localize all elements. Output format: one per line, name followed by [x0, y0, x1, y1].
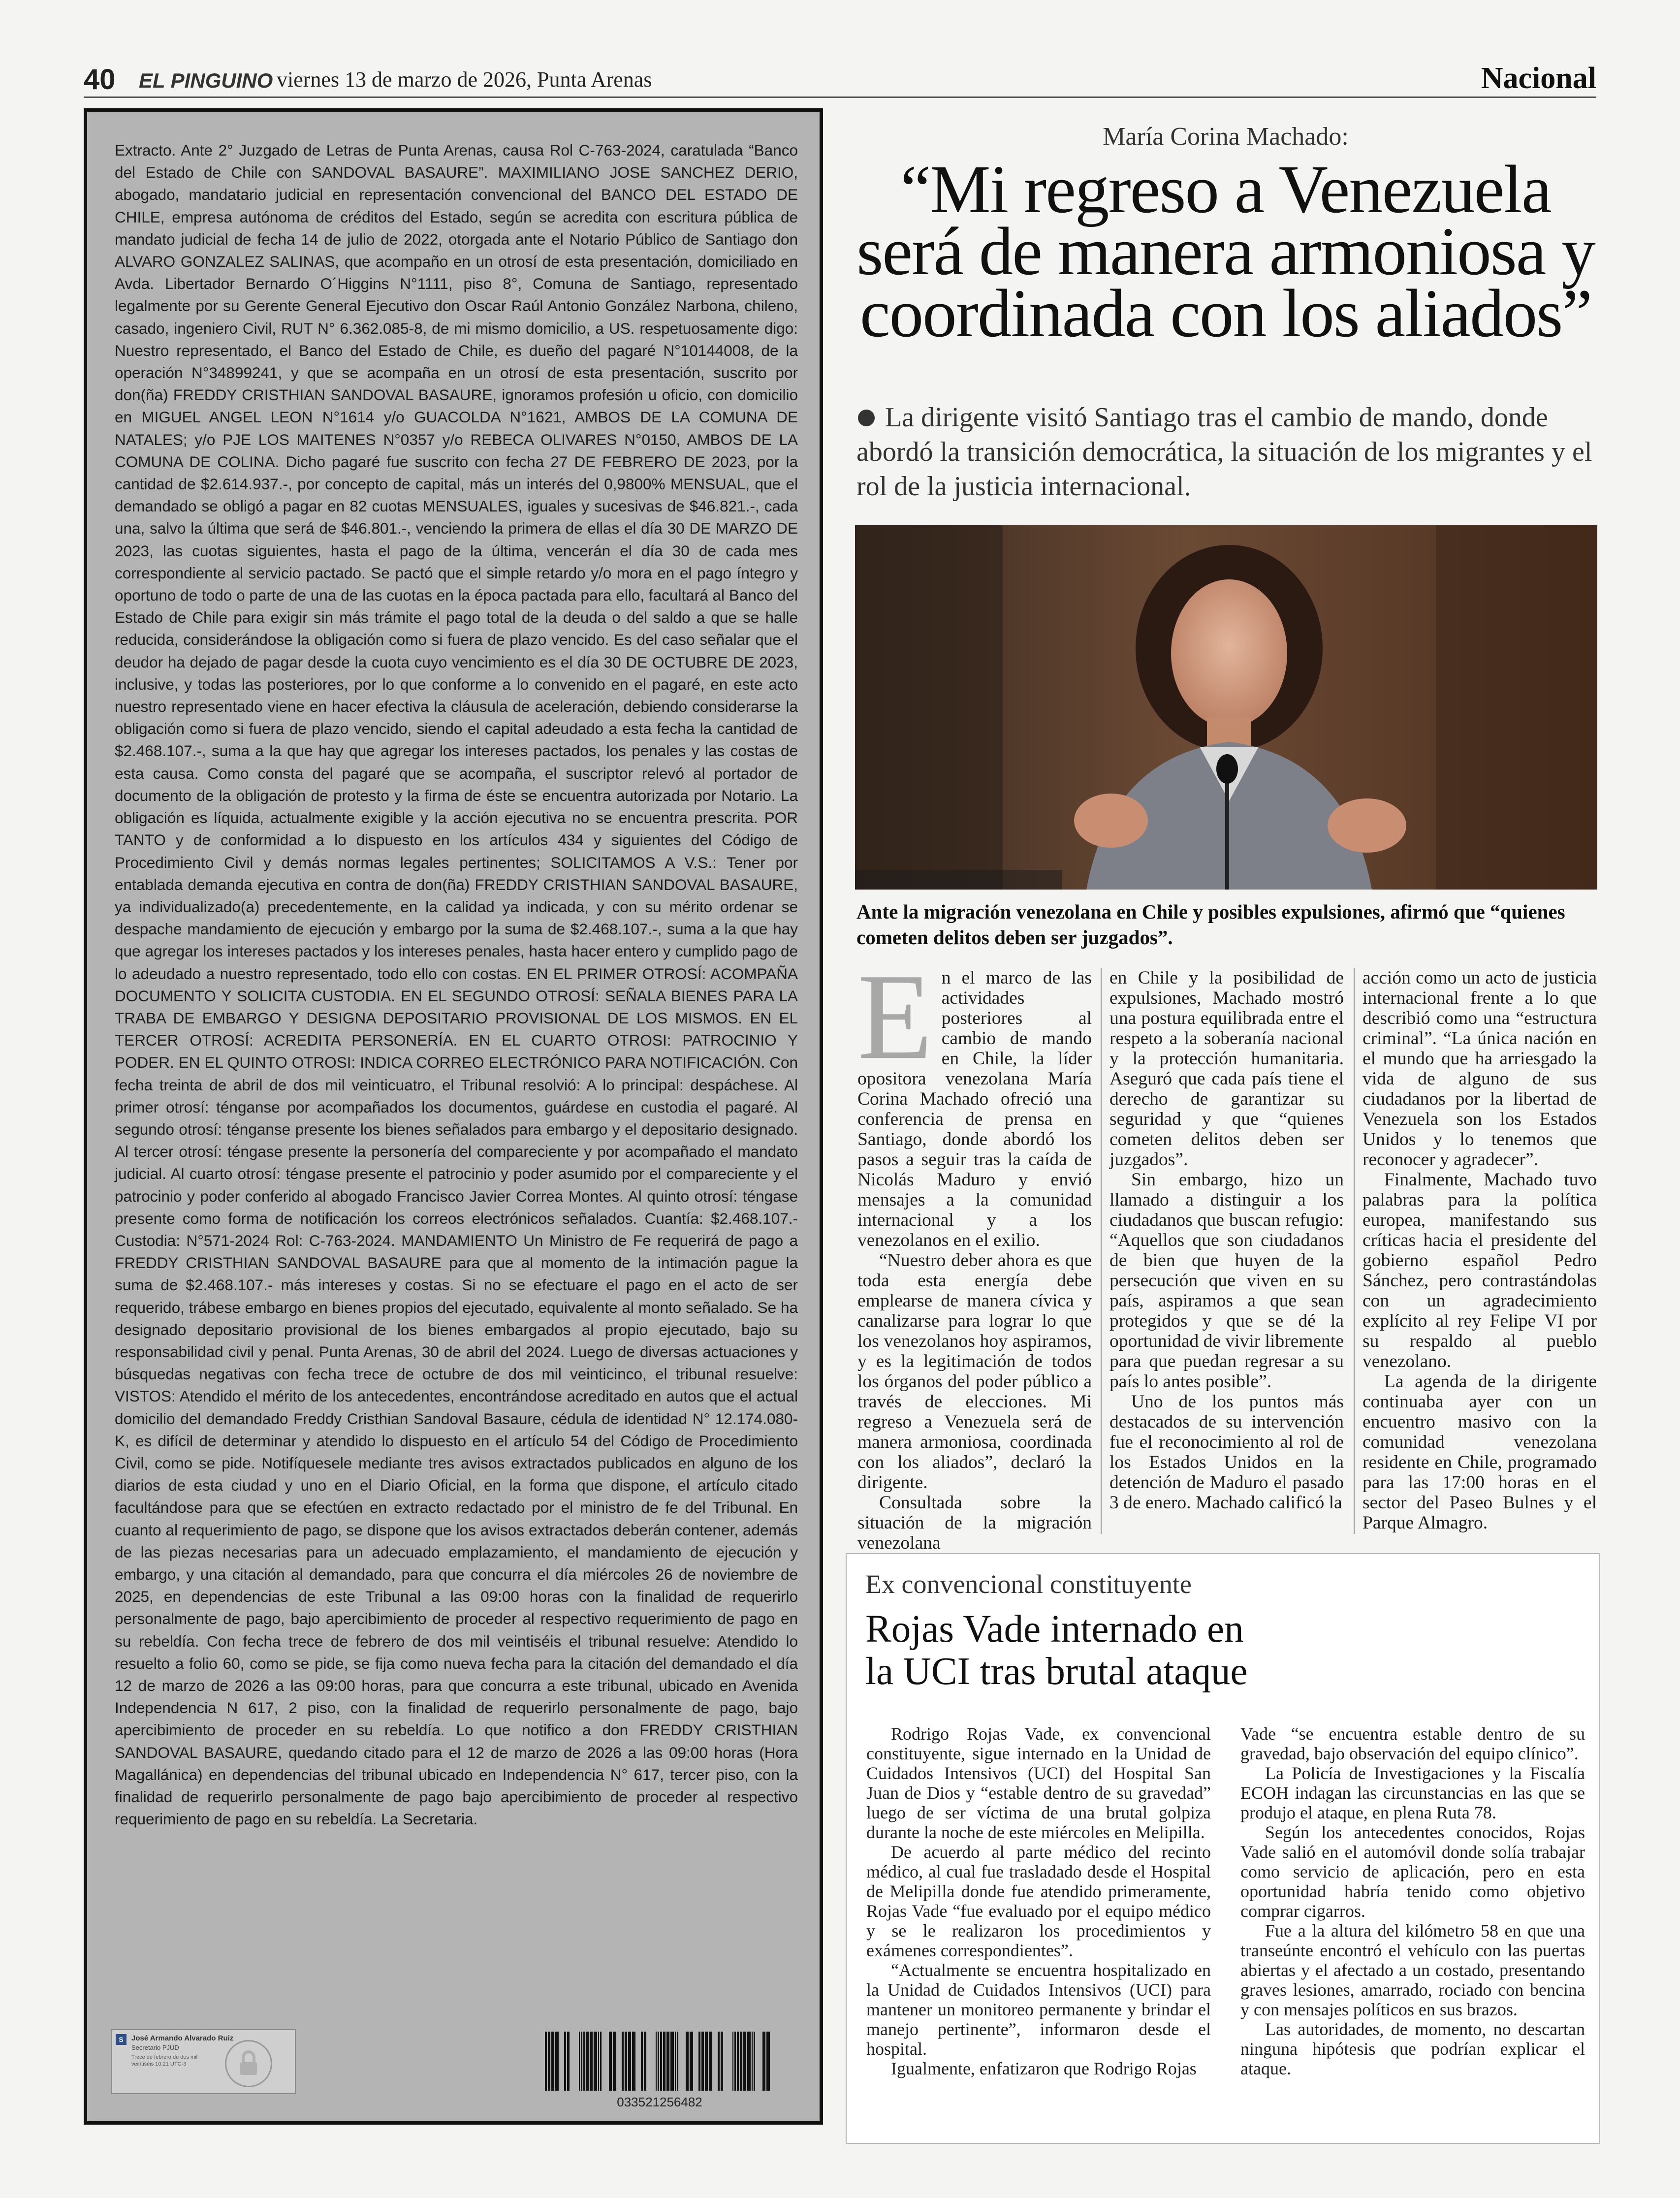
article-paragraph: n el marco de las actividades posteriores al cambio de mando en Chile, la líder opositora venezolana María Corina Machado ofreció una conferencia de prensa en Santiago, donde abordó los pasos a seguir tras la caída de Nicolás Maduro y envió mensajes a la comunidad internacional y a los venezolanos en el exilio. [857, 968, 1092, 1250]
lock-seal-icon [225, 2040, 272, 2087]
article-column-1 [857, 949, 1092, 1553]
article-kicker: María Corina Machado: [1103, 123, 1349, 151]
article-photo [855, 525, 1597, 890]
section-title: Nacional [1481, 62, 1596, 95]
sidebar-paragraph: Las autoridades, de momento, no descartan ninguna hipótesis que podrían explicar el ataque. [1240, 2019, 1585, 2078]
barcode-number: 033521256482 [617, 2095, 702, 2109]
sidebar-paragraph: Según los antecedentes conocidos, Rojas Vade salió en el automóvil donde solía trabajar como servicio de aplicación, pero en esta oportunidad habría tenido como objetivo comprar cigarros. [1240, 1822, 1585, 1921]
header-divider [84, 96, 1596, 98]
sidebar-paragraph: Rodrigo Rojas Vade, ex convencional constituyente, sigue internado en la Unidad de Cuidados Intensivos (UCI) del Hospital San Juan de Dios y “estable dentro de su gravedad” luego de ser víctima de una brutal golpiza durante la noche de este miércoles en Melipilla. [866, 1724, 1211, 1842]
article-paragraph: “Nuestro deber ahora es que toda esta energía debe emplearse de manera cívica y canalizarse para lograr lo que los venezolanos hoy aspiramos, y es la legitimación de todos los órganos del poder público a través de elecciones. Mi regreso a Venezuela será de manera armoniosa, coordinada con los aliados”, declaró la dirigente. [857, 1250, 1092, 1493]
article-headline: “Mi regreso a Venezuela será de manera armoniosa y coordinada con los aliados” [856, 152, 1595, 351]
article-paragraph: en Chile y la posibilidad de expulsiones, Machado mostró una postura equilibrada entre el respeto a la soberanía nacional y la protección humanitaria. Aseguró que cada país tiene el derecho de garantizar su seguridad y que “quienes cometen delitos deben ser juzgados”. [1109, 968, 1344, 1170]
article-deck: La dirigente visitó Santiago tras el cambio de mando, donde abordó la transición democrática, la situación de los migrantes y el rol de la justicia internacional. [856, 402, 1592, 502]
newspaper-logo: EL PINGUINO [139, 69, 273, 92]
article-column-2 [1109, 968, 1344, 1513]
article-paragraph: acción como un acto de justicia internacional frente a lo que describió como una “estructura criminal”. “La única nación en el mundo que ha arriesgado la vida de alguno de sus ciudadanos por la libertad de Venezuela son los Estados Unidos y lo tenemos que reconocer y agradecer”. [1363, 968, 1597, 1170]
legal-notice-text: Extracto. Ante 2° Juzgado de Letras de Punta Arenas, causa Rol C-763-2024, caratulada “Banco del Estado de Chile con SANDOVAL BASAURE”. MAXIMILIANO JOSE SANCHEZ DERIO, abogado, mandatario judicial en representación convencional del BANCO DEL ESTADO DE CHILE, empresa autónoma de créditos del Estado, según se acredita con escritura pública de mandato judicial de fecha 14 de julio de 2022, otorgada ante el Notario Público de Santiago don ALVARO GONZALEZ SALINAS, que acompaño en un otrosí de esta presentación, domiciliado en Avda. Libertador Bernardo O´Higgins N°1111, piso 8°, Comuna de Santiago, representado legalmente por su Gerente General Ejecutivo don Oscar Raúl Antonio González Narbona, chileno, casado, ingeniero Civil, RUT N° 6.362.085-8, de mi mismo domicilio, a US. respetuosamente digo: Nuestro representado, el Banco del Estado de Chile, es dueño del pagaré N°10144008, de la operación N°34899241, y que se acompaña en un otrosí de esta presentación, suscrito por don(ña) FREDDY CRISTHIAN SANDOVAL BASAURE, ignoramos profesión u oficio, con domicilio en MIGUEL ANGEL LEON N°1614 y/o GUACOLDA N°1621, AMBOS DE LA COMUNA DE NATALES; y/o PJE LOS MAITENES N°0357 y/o REBECA OLIVARES N°0150, AMBOS DE LA COMUNA DE COLINA. Dicho pagaré fue suscrito con fecha 27 DE FEBRERO DE 2023, por la cantidad de $2.614.937.-, por concepto de capital, más un interés del 0,9800% MENSUAL, que el demandado se obligó a pagar en 82 cuotas MENSUALES, iguales y sucesivas de $46.821.-, cada una, salvo la última que será de $46.801.-, venciendo la primera de ellas el día 30 DE MARZO DE 2023, las cuotas siguientes, hasta el pago de la última, vencerán el día 30 de cada mes correspondiente al servicio pactado. Se pactó que el simple retardo y/o mora en el pago íntegro y oportuno de todo o parte de una de las cuotas en la época pactada para ello, facultará al Banco del Estado de Chile para exigir sin más trámite el pago total de la deuda o del saldo a que se halle reducida, considerándose la obligación como si fuera de plazo vencido. Es del caso señalar que el deudor ha dejado de pagar desde la cuota cuyo vencimiento es el día 30 DE OCTUBRE DE 2023, inclusive, y todas las posteriores, por lo que conforme a lo convenido en el pagaré, en este acto nuestro representado viene en hacer efectiva la cláusula de aceleración, debiendo considerarse la obligación como si fuera de plazo vencido, siendo el capital adeudado a esta fecha la cantidad de $2.468.107.-, suma a la que hay que agregar los intereses pactados, los penales y las costas de esta causa. Como consta del pagaré que se acompaña, el suscriptor relevó al portador de documento de la obligación de protesto y la firma de éste se encuentra autorizada por Notario. La obligación es líquida, actualmente exigible y la acción ejecutiva no se encuentra prescrita. POR TANTO y de conformidad a lo dispuesto en los artículos 434 y siguientes del Código de Procedimiento Civil y demás normas legales pertinentes; SOLICITAMOS A V.S.: Tener por entablada demanda ejecutiva en contra de don(ña) FREDDY CRISTHIAN SANDOVAL BASAURE, ya individualizado(a) precedentemente, en la calidad ya indicada, y con su mérito ordenar se despache mandamiento de ejecución y embargo por la suma de $2.468.107.-, suma a la que hay que agregar los intereses pactados y los intereses penales, hasta hacer entero y cumplido pago de lo adeudado a nuestro representado, todo ello con costas. EN EL PRIMER OTROSÍ: ACOMPAÑA DOCUMENTO Y SOLICITA CUSTODIA. EN EL SEGUNDO OTROSÍ: SEÑALA BIENES PARA LA TRABA DE EMBARGO Y DESIGNA DEPOSITARIO PROVISIONAL DE LOS MISMOS. EN EL TERCER OTROSÍ: ACREDITA PERSONERÍA. EN EL CUARTO OTROSI: PATROCINIO Y PODER. EN EL QUINTO OTROSI: INDICA CORREO ELECTRÓNICO PARA NOTIFICACIÓN. Con fecha treinta de abril de dos mil veinticuatro, el Tribunal resolvió: A lo principal: despáchese. Al primer otrosí: ténganse por acompañados los documentos, guárdese en custodia el pagaré. Al segundo otrosí: ténganse presente los bienes señalados para embargo y el depositario designado. Al tercer otrosí: téngase presente la personería del compareciente y por acompañado el mandato judicial. Al cuarto otrosí: téngase presente el patrocinio y poder asumido por el compareciente y el patrocinio y poder conferido al abogado Francisco Javier Correa Montes. Al quinto otrosí: téngase presente como forma de notificación los correos electrónicos señalados. Cuantía: $2.468.107.- Custodia: N°571-2024 Rol: C-763-2024. MANDAMIENTO Un Ministro de Fe requerirá de pago a FREDDY CRISTHIAN SANDOVAL BASAURE para que al momento de la intimación pague la suma de $2.468.107.- más intereses y costas. Si no se efectuare el pago en el acto de ser requerido, trábese embargo en bienes propios del ejecutado, equivalente al monto señalado. Se ha designado depositario provisional de los bienes embargados al propio ejecutado, bajo su responsabilidad civil y penal. Punta Arenas, 30 de abril del 2024. Luego de diversas actuaciones y búsquedas negativas con fecha trece de octubre de dos mil veinticinco, el tribunal resuelve: VISTOS: Atendido el mérito de los antecedentes, encontrándose acreditado en autos que el actual domicilio del demandado Freddy Cristhian Sandoval Basaure, cédula de identidad N° 12.174.080-K, es difícil de determinar y atendido lo dispuesto en el artículo 54 del Código de Procedimiento Civil, como se pide. Notifíquesele mediante tres avisos extractados publicados en alguno de los diarios de esta ciudad y uno en el Diario Oficial, en la forma que dispone, el artículo citado facultándose para que se efectúen en extracto redactado por el ministro de fe del Tribunal. En cuanto al requerimiento de pago, se dispone que los avisos extractados deberán contener, además de las piezas necesarias para un adecuado emplazamiento, el mandamiento de ejecución y embargo, y una citación al demandado, para que concurra el día miércoles 26 de noviembre de 2025, en dependencias de este Tribunal a las 09:00 horas con la finalidad de requerirlo personalmente de pago, bajo apercibimiento de proceder al respectivo requerimiento de pago en su rebeldía. Con fecha trece de febrero de dos mil veintiséis el tribunal resuelve: Atendido lo resuelto a folio 60, como se pide, se fija como nueva fecha para la citación del demandado el día 12 de marzo de 2026 a las 09:00 horas, para que concurra a este tribunal, ubicado en Avenida Independencia N 617, 2 piso, con la finalidad de requerirlo personalmente de pago, bajo apercibimiento de proceder en su rebeldía. Lo que notifico a don FREDDY CRISTHIAN SANDOVAL BASAURE, quedando citado para el 12 de marzo de 2026 a las 09:00 horas (Hora Magallánica) en dependencias del tribunal ubicado en Independencia N° 617, tercer piso, con la finalidad de requerirlo personalmente de pago bajo apercibimiento de proceder al respectivo requerimiento de pago en su rebeldía. La Secretaria. [115, 141, 802, 1828]
article-paragraph: Consultada sobre la situación de la migración venezolana [857, 1493, 1092, 1553]
column-divider [1354, 968, 1355, 1534]
sidebar-headline [865, 1608, 1358, 1693]
column-divider [1101, 968, 1102, 1534]
sidebar-paragraph: “Actualmente se encuentra hospitalizado en la Unidad de Cuidados Intensivos (UCI) para mantener un monitoreo permanente y brindar el manejo pertinente”, informaron desde el hospital. [866, 1960, 1211, 2059]
dropcap: E [857, 949, 933, 1085]
article-paragraph: Finalmente, Machado tuvo palabras para la política europea, manifestando sus críticas hacia el presidente del gobierno español Pedro Sánchez, pero contrastándolas con un agradecimiento explícito al rey Felipe VI por su respaldo al pueblo venezolano. [1363, 1170, 1597, 1371]
photo-caption: Ante la migración venezolana en Chile y posibles expulsiones, afirmó que “quienes cometen delitos deben ser juzgados”. [856, 900, 1565, 949]
sidebar-headline-line-2: la UCI tras brutal ataque [865, 1650, 1248, 1693]
stamp-signer-role: Secretario PJUD [131, 2044, 179, 2051]
article-column-3 [1363, 968, 1597, 1533]
article-paragraph: Sin embargo, hizo un llamado a distinguir a los ciudadanos que buscan refugio: “Aquellos que son ciudadanos de bien que huyen de la persecución que viven en su país, aspiramos a que sean protegidos y que se dé la oportunidad de vivir libremente para que puedan regresar a su país lo antes posible”. [1109, 1170, 1344, 1392]
sidebar-paragraph: Igualmente, enfatizaron que Rodrigo Rojas [891, 2059, 1197, 2078]
sidebar-column-1 [866, 1724, 1211, 2078]
sidebar-kicker: Ex convencional constituyente [865, 1569, 1192, 1599]
sidebar-paragraph: Fue a la altura del kilómetro 58 en que una transeúnte encontró el vehículo con las puertas abiertas y el afectado a un costado, presentando graves lesiones, amarrado, rociado con bencina y con mensajes políticos en sus brazos. [1240, 1921, 1585, 2019]
date-line: viernes 13 de marzo de 2026, Punta Arenas [277, 67, 652, 92]
article-paragraph: La agenda de la dirigente continuaba ayer con un encuentro masivo con la comunidad venezolana residente en Chile, programado para las 17:00 horas en el sector del Paseo Bulnes y el Parque Almagro. [1363, 1371, 1597, 1533]
sidebar-paragraph: De acuerdo al parte médico del recinto médico, al cual fue trasladado desde el Hospital de Melipilla donde fue atendido primeramente, Rojas Vade “fue evaluado por el equipo médico y se le realizaron los procedimientos y exámenes correspondientes”. [866, 1842, 1211, 1960]
page-number: 40 [84, 64, 116, 96]
sidebar-column-2 [1240, 1724, 1585, 2078]
barcode-icon [545, 2032, 774, 2091]
sidebar-article-box [846, 1553, 1600, 2144]
legal-notice-box [84, 108, 823, 2125]
sidebar-paragraph: Vade “se encuentra estable dentro de su gravedad, bajo observación del equipo clínico”. [1240, 1724, 1585, 1763]
article-paragraph: Uno de los puntos más destacados de su intervención fue el reconocimiento al rol de los Estados Unidos en la detención de Maduro el pasado 3 de enero. Machado calificó la [1109, 1392, 1344, 1513]
stamp-signer-name: José Armando Alvarado Ruiz [131, 2034, 234, 2042]
sidebar-headline-line-1: Rojas Vade internado en [865, 1608, 1244, 1651]
sidebar-paragraph: La Policía de Investigaciones y la Fiscalía ECOH indagan las circunstancias en las que se produjo el ataque, en plena Ruta 78. [1240, 1763, 1585, 1822]
stamp-note: Trece de febrero de dos mil veintiséis 10:21 UTC-3 [131, 2054, 198, 2067]
stamp-badge-icon: S [116, 2034, 127, 2045]
electronic-signature-stamp [111, 2029, 296, 2094]
